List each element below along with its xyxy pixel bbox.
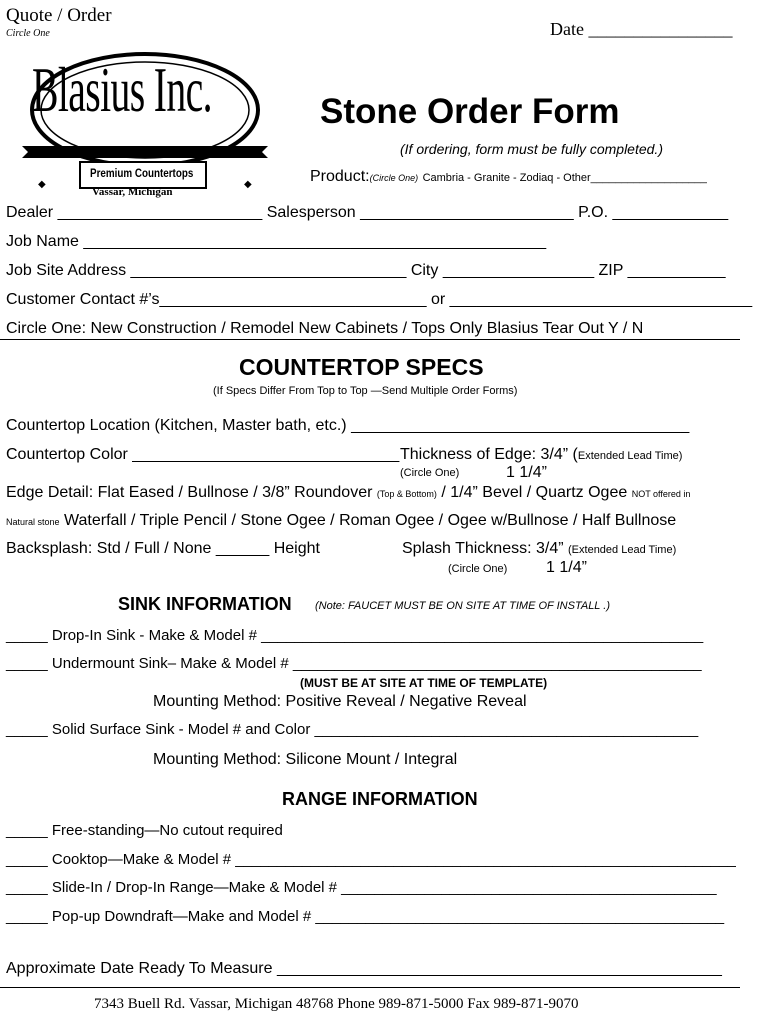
date-field[interactable]: Date ________________ (550, 19, 733, 39)
logo-location: Vassar, Michigan (92, 186, 173, 198)
splash-circle-note: (Circle One) (448, 563, 508, 575)
backsplash-row[interactable]: Backsplash: Std / Full / None ______ Height (6, 540, 320, 557)
thickness-circle-note: (Circle One) (400, 467, 460, 479)
slide-in-row[interactable]: _____ Slide-In / Drop-In Range—Make & Model # _____________________________________________ (6, 879, 717, 896)
footer-divider (0, 987, 740, 988)
product-label: Product: (310, 168, 370, 185)
quote-order-label: Quote / Order (6, 5, 112, 26)
edge-detail-row[interactable] (6, 484, 690, 502)
measure-date-row[interactable]: Approximate Date Ready To Measure __________________________________________________ (6, 960, 722, 977)
countertop-color-row[interactable]: Countertop Color ______________________________ (6, 446, 400, 463)
divider (0, 339, 740, 340)
countertop-location-row[interactable]: Countertop Location (Kitchen, Master bath, etc.) ______________________________________ (6, 417, 690, 434)
footer-address: 7343 Buell Rd. Vassar, Michigan 48768 Phone 989-871-5000 Fax 989-871-9070 (94, 996, 579, 1012)
edge-options-b: / 1/4” Bevel / Quartz Ogee (441, 484, 628, 501)
must-be-at-site-note: (MUST BE AT SITE AT TIME OF TEMPLATE) (300, 676, 548, 690)
dealer-row[interactable]: Dealer _______________________ Salesperson ________________________ P.O. _____________ (6, 204, 729, 221)
free-standing-row[interactable]: _____ Free-standing—No cutout required (6, 822, 283, 839)
product-options[interactable]: Cambria - Granite - Zodiaq - Other___________________ (422, 172, 707, 184)
edge-detail-row-2[interactable] (6, 512, 676, 530)
specs-note: (If Specs Differ From Top to Top —Send Multiple Order Forms) (213, 385, 518, 397)
job-site-row[interactable]: Job Site Address _______________________________ City _________________ ZIP ___________ (6, 262, 726, 279)
circle-one-row[interactable]: Circle One: New Construction / Remodel New Cabinets / Tops Only Blasius Tear Out Y / N (6, 320, 644, 337)
solid-surface-sink-row[interactable]: _____ Solid Surface Sink - Model # and Color ______________________________________________ (6, 721, 699, 738)
undermount-sink-row[interactable]: _____ Undermount Sink– Make & Model # _________________________________________________ (6, 655, 702, 672)
edge-options-a: Edge Detail: Flat Eased / Bullnose / 3/8” Roundover (6, 484, 373, 501)
specs-title: COUNTERTOP SPECS (239, 354, 484, 380)
svg-text:◆: ◆ (244, 179, 252, 190)
sink-note: (Note: FAUCET MUST BE ON SITE AT TIME OF INSTALL .) (315, 600, 611, 612)
edge-not-offered: NOT offered in (631, 489, 691, 499)
mounting-method-1[interactable]: Mounting Method: Positive Reveal / Negative Reveal (153, 693, 527, 710)
logo-tagline: Premium Countertops (90, 166, 194, 180)
popup-downdraft-row[interactable]: _____ Pop-up Downdraft—Make and Model # _________________________________________________ (6, 908, 725, 925)
product-circle-note: (Circle One) (369, 173, 419, 183)
job-name-row[interactable]: Job Name ____________________________________________________ (6, 233, 547, 250)
circle-one-note: Circle One (6, 28, 50, 39)
edge-top-bottom: (Top & Bottom) (376, 489, 437, 499)
range-title: RANGE INFORMATION (282, 789, 478, 809)
sink-title: SINK INFORMATION (118, 594, 292, 614)
dropin-sink-row[interactable]: _____ Drop-In Sink - Make & Model # _____________________________________________________ (6, 627, 704, 644)
thickness-label: Thickness of Edge: 3/4” ( (400, 446, 578, 463)
splash-thickness-row[interactable] (402, 540, 676, 558)
form-subtitle: (If ordering, form must be fully completed.) (400, 141, 663, 157)
thickness-alt[interactable]: 1 1/4” (506, 464, 547, 481)
thickness-row[interactable] (400, 446, 682, 464)
cooktop-row[interactable]: _____ Cooktop—Make & Model # ____________________________________________________________ (6, 851, 736, 868)
thickness-extended: Extended Lead Time) (577, 450, 683, 462)
form-title: Stone Order Form (320, 92, 620, 131)
splash-alt[interactable]: 1 1/4” (546, 559, 587, 576)
edge-natural-stone: Natural stone (6, 517, 60, 527)
logo-name: Blasius Inc. (32, 54, 212, 125)
splash-extended: (Extended Lead Time) (568, 544, 677, 556)
edge-options-c: Waterfall / Triple Pencil / Stone Ogee / Roman Ogee / Ogee w/Bullnose / Half Bullnose (63, 512, 677, 529)
contact-row[interactable]: Customer Contact #’s______________________________ or __________________________________ (6, 291, 753, 308)
splash-label: Splash Thickness: 3/4” (402, 540, 564, 557)
svg-text:◆: ◆ (38, 179, 46, 190)
mounting-method-2[interactable]: Mounting Method: Silicone Mount / Integral (153, 751, 458, 768)
product-line (310, 168, 707, 186)
